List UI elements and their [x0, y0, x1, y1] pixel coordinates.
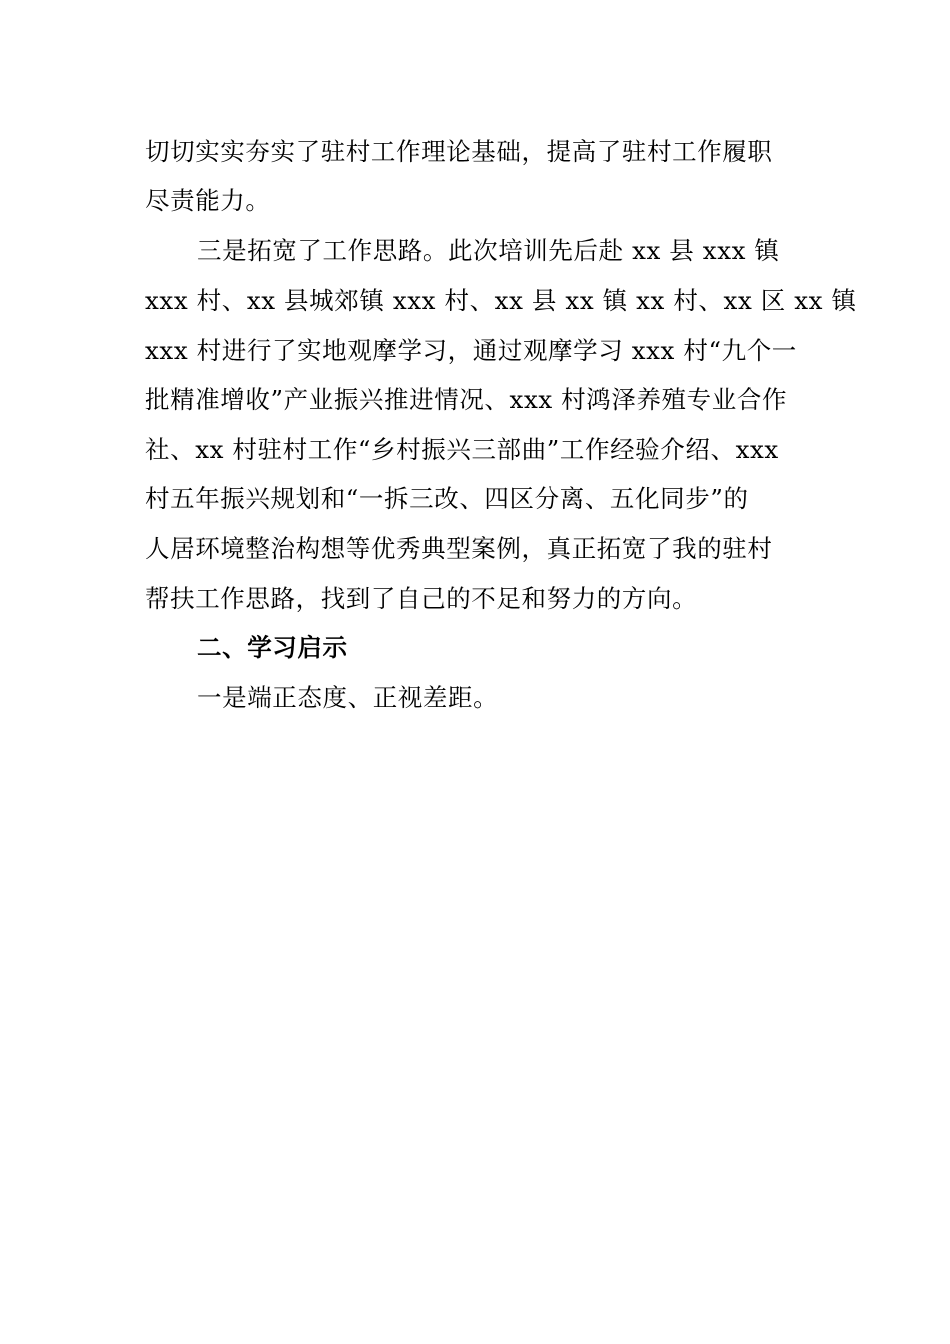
paragraph-line: 人居环境整治构想等优秀典型案例，真正拓宽了我的驻村 [145, 534, 773, 563]
paragraph-line: 切切实实夯实了驻村工作理论基础，提高了驻村工作履职 [145, 137, 773, 166]
paragraph-line: 尽责能力。 [145, 186, 271, 215]
paragraph-line: xxx 村、xx 县城郊镇 xxx 村、xx 县 xx 镇 xx 村、xx 区 xx 镇 [145, 286, 857, 315]
paragraph-line: xxx 村进行了实地观摩学习，通过观摩学习 xxx 村“九个一 [145, 336, 797, 365]
paragraph-line: 批精准增收”产业振兴推进情况、xxx 村鸿泽养殖专业合作 [145, 385, 788, 414]
paragraph-line: 三是拓宽了工作思路。此次培训先后赴 xx 县 xxx 镇 [197, 236, 780, 265]
paragraph-line: 帮扶工作思路，找到了自己的不足和努力的方向。 [145, 584, 698, 613]
paragraph-line: 社、xx 村驻村工作“乡村振兴三部曲”工作经验介绍、xxx [145, 435, 779, 464]
section-heading: 二、学习启示 [197, 633, 348, 662]
paragraph-line: 一是端正态度、正视差距。 [197, 683, 499, 712]
paragraph-line: 村五年振兴规划和“一拆三改、四区分离、五化同步”的 [145, 484, 749, 513]
